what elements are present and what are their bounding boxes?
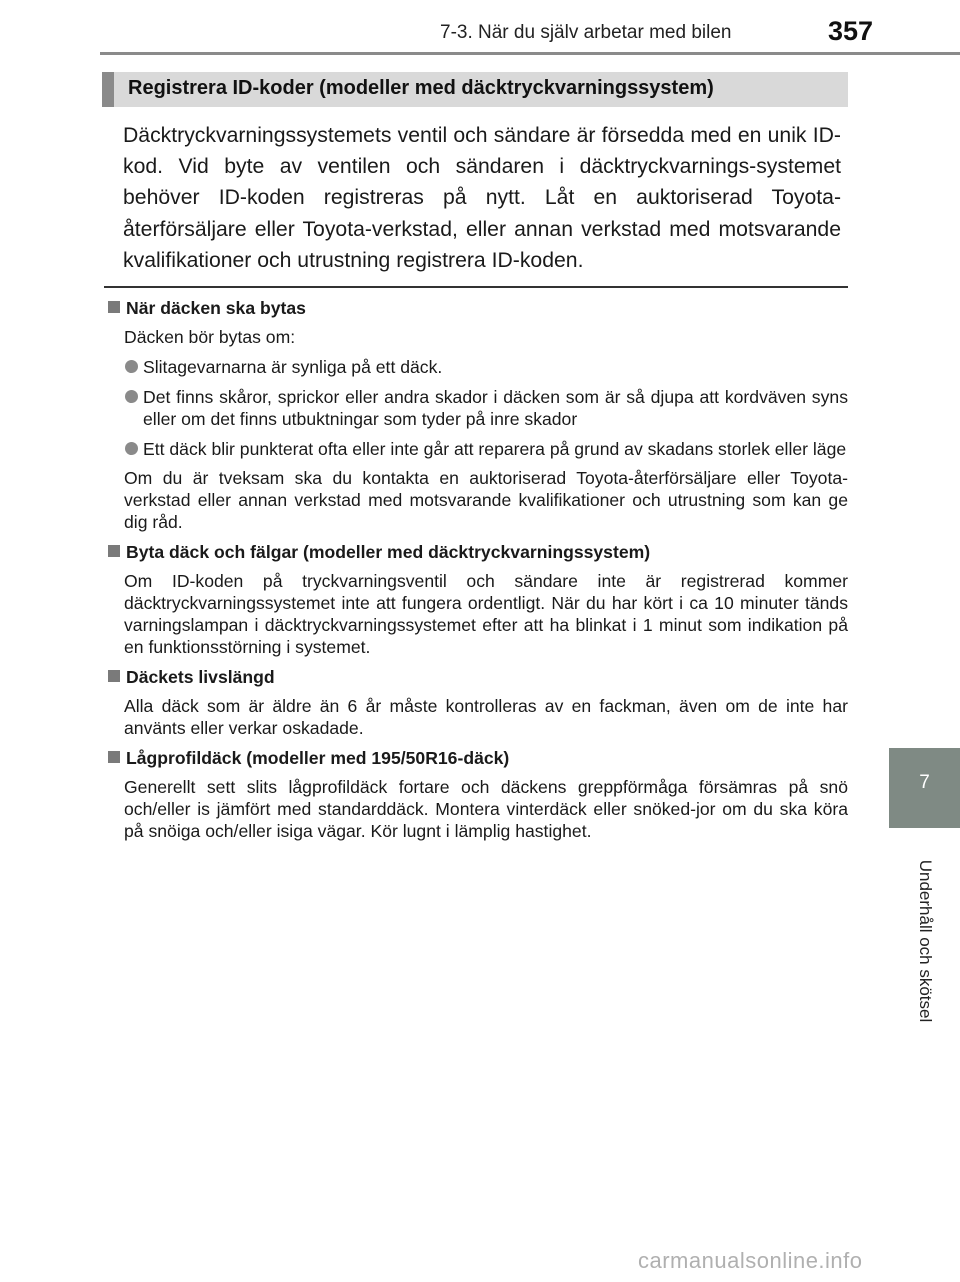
round-bullet-icon bbox=[125, 390, 138, 403]
note-heading bbox=[108, 666, 848, 688]
list-item bbox=[124, 356, 848, 378]
list-item-text: Ett däck blir punkterat ofta eller inte går att reparera på grund av skadans storlek eller läge bbox=[143, 439, 847, 459]
note-lead: Däcken bör bytas om: bbox=[124, 327, 296, 347]
list-item-text: Det finns skåror, sprickor eller andra skador i däcken som är så djupa att kordväven syns eller om det finns utbuktningar som tyder på inre skador bbox=[143, 387, 848, 429]
section-title-box bbox=[102, 72, 848, 107]
list-item bbox=[124, 386, 848, 430]
chapter-side-label: Underhåll och skötsel bbox=[915, 859, 935, 1023]
notes-content bbox=[108, 297, 848, 842]
note-heading bbox=[108, 747, 848, 769]
page-number: 357 bbox=[828, 16, 874, 46]
list-item-text: Slitagevarnarna är synliga på ett däck. bbox=[143, 357, 443, 377]
note-body: Om ID-koden på tryckvarningsventil och sändare inte är registrerad kommer däcktryckvarningssystemet inte att fungera ordentligt. När du har kört i ca 10 minuter tänds varningslampan i däcktryckvarningssystemet efter att ha blinkat i 1 minut som indikation på en funktionsstörning i systemet. bbox=[124, 571, 848, 657]
round-bullet-icon bbox=[125, 442, 138, 455]
note-body: Om du är tveksam ska du kontakta en auktoriserad Toyota-återförsäljare eller Toyota-verkstad eller annan verkstad med motsvarande kvalifikationer och utrustning som kan ge dig råd. bbox=[124, 468, 848, 532]
intro-paragraph: Däcktryckvarningssystemets ventil och sändare är försedda med en unik ID-kod. Vid byte av ventilen och sändaren i däcktryckvarnings-systemet behöver ID-koden registreras på nytt. Låt en auktoriserad Toyota-återförsäljare eller Toyota-verkstad, eller annan verkstad med motsvarande kvalifikationer och utrustning registrera ID-koden. bbox=[123, 124, 841, 272]
note-heading bbox=[108, 297, 848, 319]
square-bullet-icon bbox=[108, 670, 120, 682]
note-heading-text: Lågprofildäck (modeller med 195/50R16-däck) bbox=[126, 748, 510, 768]
watermark: carmanualsonline.info bbox=[638, 1248, 863, 1273]
note-heading-text: Däckets livslängd bbox=[126, 667, 275, 687]
header-divider bbox=[100, 52, 960, 55]
note-heading-text: Byta däck och fälgar (modeller med däcktryckvarningssystem) bbox=[126, 542, 651, 562]
square-bullet-icon bbox=[108, 301, 120, 313]
chapter-tab-number: 7 bbox=[919, 772, 930, 793]
note-heading bbox=[108, 541, 848, 563]
chapter-side-label-wrap bbox=[889, 846, 960, 1036]
list-item bbox=[124, 438, 848, 460]
round-bullet-icon bbox=[125, 360, 138, 373]
section-divider bbox=[104, 286, 848, 288]
note-body: Alla däck som är äldre än 6 år måste kontrolleras av en fackman, även om de inte har använts eller verkar oskadade. bbox=[124, 696, 848, 738]
square-bullet-icon bbox=[108, 751, 120, 763]
square-bullet-icon bbox=[108, 545, 120, 557]
note-heading-text: När däcken ska bytas bbox=[126, 298, 306, 318]
section-title: Registrera ID-koder (modeller med däcktryckvarningssystem) bbox=[128, 77, 714, 99]
note-body: Generellt sett slits lågprofildäck fortare och däckens greppförmåga försämras på snö och/eller is jämfört med standarddäck. Montera vinterdäck eller snöked-jor om du ska köra på snöiga och/eller isiga vägar. Kör lugnt i lämplig hastighet. bbox=[124, 777, 848, 841]
header-section-title: 7-3. När du själv arbetar med bilen bbox=[440, 22, 732, 43]
